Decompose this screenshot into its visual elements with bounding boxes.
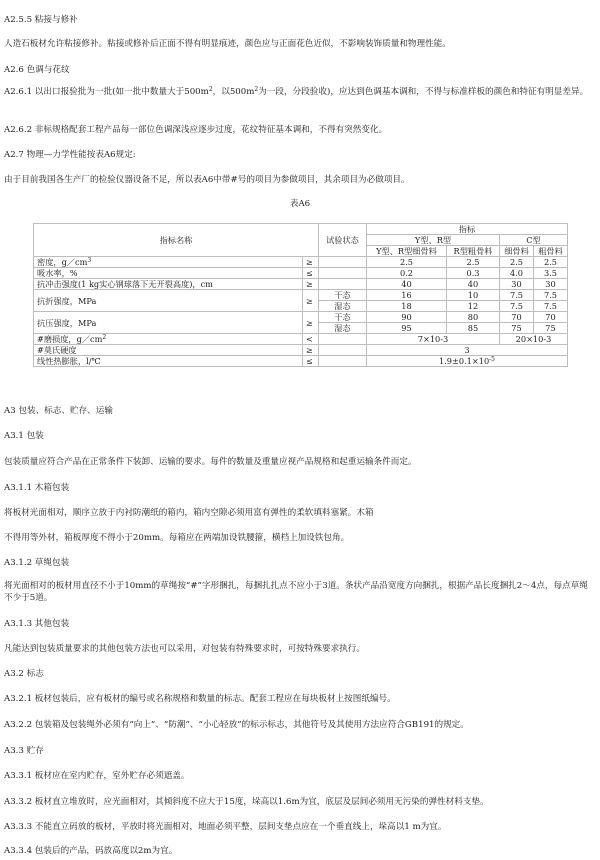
row-state xyxy=(319,334,367,345)
row-symbol: ≤ xyxy=(303,268,319,279)
table-row-thermal-expansion xyxy=(34,356,568,367)
row-state: 干态 xyxy=(319,290,367,301)
table-cell: 7.5 xyxy=(534,290,568,301)
table-cell: 3.5 xyxy=(534,268,568,279)
table-cell: 90 xyxy=(367,312,447,323)
header-yr-fine: Y型、R型细骨料 xyxy=(367,246,447,257)
table-cell: 7.5 xyxy=(500,290,534,301)
row-state xyxy=(319,345,367,356)
header-yr-type: Y型、R型 xyxy=(367,235,500,246)
row-symbol: ≥ xyxy=(303,312,319,334)
row-state xyxy=(319,279,367,290)
row-label: 吸水率，% xyxy=(34,268,303,279)
table-cell: 12 xyxy=(447,301,500,312)
table-row-water-absorption xyxy=(34,268,568,279)
paragraph-a2-6-2: A2.6.2 非标规格配套工程产品每一部位色调深浅应逐步过度，花纹特征基本调和，不得有突然变化。 xyxy=(4,125,388,135)
section-heading-a3-2: A3.2 标志 xyxy=(4,669,44,679)
row-state: 干态 xyxy=(319,312,367,323)
table-cell: 16 xyxy=(367,290,447,301)
section-heading-a2-6: A2.6 色调与花纹 xyxy=(4,65,70,75)
table-cell: 18 xyxy=(367,301,447,312)
paragraph-a3-3-4: A3.3.4 包装后的产品，码放高度以2m为宜。 xyxy=(4,846,178,856)
table-row-mohs xyxy=(34,345,568,356)
row-label: 密度，$g/cm^3$ xyxy=(34,257,303,268)
paragraph-a2-6-1: A2.6.1 以出口报验批为一批(如一批中数量大于$500m^2$，以$500m^2$为一段，分段验收)，应达到色调基本调和，不得与标准样板的颜色和特征有明显差异。 xyxy=(4,86,589,97)
table-cell: 3 xyxy=(367,345,568,356)
table-cell: 2.5 xyxy=(367,257,447,268)
paragraph-table-note: 由于目前我国各生产厂的检验仪器设备不足，所以表A6中带#号的项目为参做项目，其余项目为必做项目。 xyxy=(4,175,410,185)
paragraph-a3-1: 包装质量应符合产品在正常条件下装卸、运输的要求。每件的数量及重量应视产品规格和起重运输条件而定。 xyxy=(4,457,417,467)
header-test-state: 试验状态 xyxy=(319,224,367,257)
table-cell: 0.2 xyxy=(367,268,447,279)
section-heading-a3-1: A3.1 包装 xyxy=(4,431,44,441)
paragraph-a3-3-3: A3.3.3 不能直立码放的板材，平放时将光面相对，地面必须平整，层间支垫点应在一个垂直线上，垛高以1 m为宜。 xyxy=(4,822,447,832)
row-symbol: ≥ xyxy=(303,290,319,312)
table-cell: 2.5 xyxy=(534,257,568,268)
table-row-compressive-dry xyxy=(34,312,568,323)
header-c-coarse: 粗骨料 xyxy=(534,246,568,257)
row-symbol: ≤ xyxy=(303,356,319,367)
table-cell: 20×10-3 xyxy=(500,334,568,345)
header-indicator-name: 指标名称 xyxy=(34,224,319,257)
header-r-coarse: R型粗骨料 xyxy=(447,246,500,257)
table-cell: 95 xyxy=(367,323,447,334)
table-cell: 80 xyxy=(447,312,500,323)
row-symbol: ≥ xyxy=(303,345,319,356)
row-symbol: < xyxy=(303,334,319,345)
row-label: #磨损度，$g/cm^2$ xyxy=(34,334,303,345)
row-label: 抗冲击强度(1 kg实心钢球落下无开裂高度)，cm xyxy=(34,279,303,290)
table-cell: 30 xyxy=(500,279,534,290)
row-state xyxy=(319,356,367,367)
table-cell: 7.5 xyxy=(500,301,534,312)
section-heading-a3-1-3: A3.1.3 其他包装 xyxy=(4,619,70,629)
table-cell: 75 xyxy=(500,323,534,334)
table-cell: 2.5 xyxy=(500,257,534,268)
table-cell: 4.0 xyxy=(500,268,534,279)
table-cell: 75 xyxy=(534,323,568,334)
table-cell: 2.5 xyxy=(447,257,500,268)
row-label: 抗压强度，MPa xyxy=(34,312,303,334)
section-heading-a3-3: A3.3 贮存 xyxy=(4,746,44,756)
table-cell: 70 xyxy=(500,312,534,323)
table-header-row xyxy=(34,224,568,235)
table-cell: 70 xyxy=(534,312,568,323)
row-label: #莫氏硬度 xyxy=(34,345,303,356)
table-row-flexural-dry xyxy=(34,290,568,301)
table-cell: 7.5 xyxy=(534,301,568,312)
table-cell: 30 xyxy=(534,279,568,290)
row-label: 抗折强度，MPa xyxy=(34,290,303,312)
table-row-impact xyxy=(34,279,568,290)
row-symbol: ≥ xyxy=(303,257,319,268)
table-cell: 7×10-3 xyxy=(367,334,500,345)
table-cell: $1.9\pm 0.1\times 10^{-5}$ xyxy=(367,356,568,367)
paragraph-a3-2-1: A3.2.1 板材包装后，应有板材的编号或名称规格和数量的标志。配套工程应在每块板材上按图纸编号。 xyxy=(4,694,396,704)
section-heading-a3-1-2: A3.1.2 草绳包装 xyxy=(4,558,70,568)
table-cell: 40 xyxy=(447,279,500,290)
table-cell: 85 xyxy=(447,323,500,334)
row-state: 湿态 xyxy=(319,323,367,334)
paragraph-a3-1-2: 将光面相对的板材用直径不小于10mm的草绳按“#”字形捆扎，每捆扎扎点不应小于3道。条状产品沿宽度方向捆扎，根据产品长度捆扎2～4点，每点草绳不少于5道。 xyxy=(4,581,588,603)
paragraph-a3-1-1-line1: 将板材光面相对，顺序立放于内衬防潮纸的箱内，箱内空隙必须用富有弹性的柔软填料塞紧。木箱 xyxy=(4,508,374,518)
paragraph-a3-1-3: 凡能达到包装质量要求的其他包装方法也可以采用，对包装有特殊要求时，可按特殊要求执行。 xyxy=(4,644,365,654)
row-symbol: ≥ xyxy=(303,279,319,290)
row-label: 线性热膨胀，l/℃ xyxy=(34,356,303,367)
section-heading-a2-5-5: A2.5.5 粘接与修补 xyxy=(4,15,78,25)
header-c-type: C型 xyxy=(500,235,568,246)
paragraph-a3-1-1-line2: 不得用等外材，箱板厚度不得小于20mm。每箱应在两端加设铁腰箍，横档上加设铁包角。 xyxy=(4,533,350,543)
row-state xyxy=(319,268,367,279)
paragraph-a3-3-1: A3.3.1 板材应在室内贮存，室外贮存必须遮盖。 xyxy=(4,771,190,781)
paragraph-bonding-repair: 人造石板材允许粘接修补。粘接或修补后正面不得有明显痕迹，颜色应与正面花色近似，不影响装饰质量和物理性能。 xyxy=(4,39,451,49)
table-caption: 表A6 xyxy=(289,199,311,209)
section-heading-a3: A3 包装、标志、贮存、运输 xyxy=(4,406,113,416)
paragraph-a3-2-2: A3.2.2 包装箱及包装绳外必须有“向上”、“防潮”、“小心轻放”的标示标志，其他符号及其使用方法应符合GB191的规定。 xyxy=(4,720,469,730)
row-state xyxy=(319,257,367,268)
table-row-density xyxy=(34,257,568,268)
table-cell: 40 xyxy=(367,279,447,290)
table-row-wear xyxy=(34,334,568,345)
section-heading-a2-7: A2.7 物理—力学性能按表A6规定: xyxy=(4,150,136,160)
paragraph-a3-3-2: A3.3.2 板材直立堆放时，应光面相对，其倾斜度不应大于15度，垛高以1.6m为宜，底层及层间必须用无污染的弹性材料支垫。 xyxy=(4,797,489,807)
row-state: 湿态 xyxy=(319,301,367,312)
header-c-fine: 细骨料 xyxy=(500,246,534,257)
table-a6 xyxy=(33,223,568,367)
table-cell: 0.3 xyxy=(447,268,500,279)
header-indicator: 指标 xyxy=(367,224,568,235)
table-cell: 10 xyxy=(447,290,500,301)
section-heading-a3-1-1: A3.1.1 木箱包装 xyxy=(4,483,70,493)
